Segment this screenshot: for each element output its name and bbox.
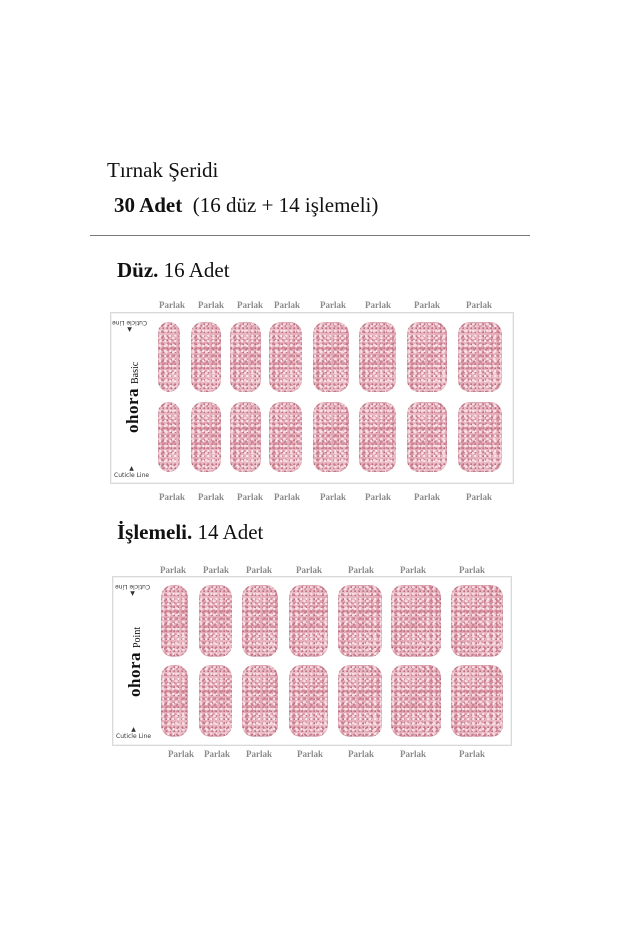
finish-label: Parlak <box>204 749 230 759</box>
nail-sticker[interactable] <box>242 665 278 737</box>
divider <box>90 235 530 236</box>
finish-label: Parlak <box>414 492 440 502</box>
nail-sticker[interactable] <box>338 585 382 657</box>
design-cuticle-line-top: ▲ Cuticle Line <box>115 583 151 597</box>
finish-label: Parlak <box>320 300 346 310</box>
nail-sticker[interactable] <box>230 402 261 472</box>
finish-label: Parlak <box>159 492 185 502</box>
design-section-title <box>117 520 263 545</box>
nail-sticker[interactable] <box>289 585 328 657</box>
plain-nail-sheet <box>110 312 514 484</box>
finish-label: Parlak <box>400 565 426 575</box>
nail-sticker[interactable] <box>458 322 502 392</box>
nail-sticker[interactable] <box>191 402 221 472</box>
plain-cuticle-line-bottom: ▲ Cuticle Line <box>114 465 150 479</box>
nail-sticker[interactable] <box>407 322 447 392</box>
finish-label: Parlak <box>459 565 485 575</box>
nail-sticker[interactable] <box>391 585 441 657</box>
finish-label: Parlak <box>203 565 229 575</box>
finish-label: Parlak <box>246 565 272 575</box>
finish-label: Parlak <box>365 300 391 310</box>
nail-sticker[interactable] <box>458 402 502 472</box>
plain-section-title <box>117 258 230 283</box>
plain-brand-logo: ohoraBasic <box>123 361 142 433</box>
finish-label: Parlak <box>159 300 185 310</box>
total-count <box>114 193 378 218</box>
finish-label: Parlak <box>348 565 374 575</box>
finish-label: Parlak <box>237 492 263 502</box>
nail-sticker[interactable] <box>199 665 232 737</box>
finish-label: Parlak <box>365 492 391 502</box>
nail-sticker[interactable] <box>289 665 328 737</box>
nail-sticker[interactable] <box>451 665 503 737</box>
nail-sticker[interactable] <box>338 665 382 737</box>
finish-label: Parlak <box>160 565 186 575</box>
nail-sticker[interactable] <box>313 402 349 472</box>
design-section-title-bold: İşlemeli. <box>117 520 193 544</box>
nail-sticker[interactable] <box>161 585 188 657</box>
finish-label: Parlak <box>296 565 322 575</box>
design-cuticle-line-bottom: ▲ Cuticle Line <box>116 726 152 740</box>
nail-sticker[interactable] <box>269 402 302 472</box>
cuticle-arrow-icon: ▲ <box>127 326 132 333</box>
plain-section-title-bold: Düz. <box>117 258 159 282</box>
finish-label: Parlak <box>400 749 426 759</box>
finish-label: Parlak <box>414 300 440 310</box>
nail-sticker[interactable] <box>269 322 302 392</box>
nail-sticker[interactable] <box>199 585 232 657</box>
finish-label: Parlak <box>320 492 346 502</box>
finish-label: Parlak <box>466 492 492 502</box>
nail-sticker[interactable] <box>359 322 396 392</box>
cuticle-arrow-icon: ▲ <box>130 590 135 597</box>
nail-sticker[interactable] <box>191 322 221 392</box>
nail-sticker[interactable] <box>161 665 188 737</box>
nail-sticker[interactable] <box>313 322 349 392</box>
page-title: Tırnak Şeridi <box>107 158 219 182</box>
finish-label: Parlak <box>168 749 194 759</box>
plain-section-count: 16 Adet <box>163 258 230 282</box>
nail-sticker[interactable] <box>242 585 278 657</box>
nail-sticker[interactable] <box>359 402 396 472</box>
finish-label: Parlak <box>274 492 300 502</box>
finish-label: Parlak <box>198 300 224 310</box>
design-brand-logo: ohoraPoint <box>125 626 144 697</box>
finish-label: Parlak <box>246 749 272 759</box>
design-nail-sheet <box>112 576 512 746</box>
finish-label: Parlak <box>198 492 224 502</box>
finish-label: Parlak <box>348 749 374 759</box>
total-count-number: 30 Adet <box>114 193 183 217</box>
design-section-count: 14 Adet <box>197 520 264 544</box>
finish-label: Parlak <box>237 300 263 310</box>
nail-sticker[interactable] <box>230 322 261 392</box>
plain-cuticle-line-top: ▲ Cuticle Line <box>112 319 148 333</box>
finish-label: Parlak <box>274 300 300 310</box>
finish-label: Parlak <box>459 749 485 759</box>
nail-sticker[interactable] <box>158 322 180 392</box>
total-count-detail: (16 düz + 14 işlemeli) <box>192 193 379 217</box>
cuticle-arrow-icon: ▲ <box>131 726 136 733</box>
finish-label: Parlak <box>297 749 323 759</box>
nail-sticker[interactable] <box>451 585 503 657</box>
nail-sticker[interactable] <box>407 402 447 472</box>
finish-label: Parlak <box>466 300 492 310</box>
cuticle-arrow-icon: ▲ <box>129 465 134 472</box>
nail-sticker[interactable] <box>158 402 180 472</box>
nail-sticker[interactable] <box>391 665 441 737</box>
